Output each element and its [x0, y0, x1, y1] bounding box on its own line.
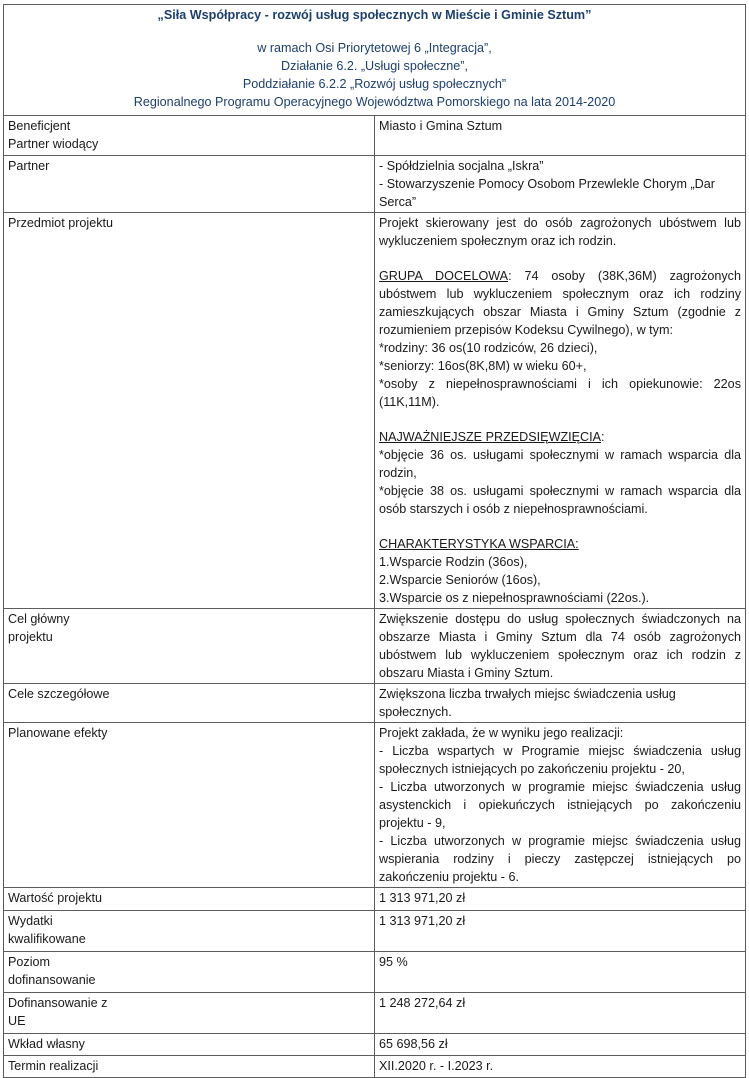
efekty-item: - Liczba utworzonych w programie miejsc świadczenia usług asystenckich i opiekuńczych istniejących po zakończeniu projektu - 9,	[379, 780, 741, 830]
grupa-docelowa-text: : 74 osoby (38K,36M) zagrożonych ubóstwem lub wykluczeniem społecznym oraz ich rodziny zamieszkujących obszar Miasta i Gminy Sztum (zgodnie z rozumieniem przepisów Kodeksu Cywilnego), w tym:	[379, 269, 741, 337]
value-wydatki: 1 313 971,20 zł	[375, 911, 746, 952]
partner-item: - Spółdzielnia socjalna „Iskra”	[379, 159, 544, 173]
row-partner	[4, 156, 746, 213]
row-beneficjent	[4, 116, 746, 156]
project-title: „Siła Współpracy - rozwój usług społecznych w Mieście i Gminie Sztum”	[157, 8, 592, 22]
row-wydatki	[4, 911, 746, 952]
przedsiewziecia-heading-line: NAJWAŻNIEJSZE PRZEDSIĘWZIĘCIA:	[379, 430, 605, 444]
grupa-docelowa-heading: GRUPA DOCELOWA	[379, 269, 509, 283]
value-beneficjent: Miasto i Gmina Sztum	[375, 116, 746, 156]
value-cel-glowny: Zwiększenie dostępu do usług społecznych świadczonych na obszarze Miasta i Gminy Sztum dla 74 osób zagrożonych ubóstwem lub wykluczeniem społecznym oraz ich rodzin z obszaru Miasta i Gminy Sztum.	[375, 609, 746, 684]
label-wklad: Wkład własny	[4, 1034, 375, 1056]
project-info-table	[3, 4, 746, 1078]
label-termin: Termin realizacji	[4, 1056, 375, 1078]
value-poziom: 95 %	[375, 952, 746, 993]
efekty-item: - Liczba wspartych w Programie miejsc świadczenia usług społecznych istniejących po zakończeniu projektu - 20,	[379, 744, 741, 776]
label-poziom: Poziom dofinansowanie	[4, 952, 375, 993]
grupa-docelowa-paragraph	[379, 267, 741, 339]
grupa-item: *osoby z niepełnosprawnościami i ich opiekunowie: 22os (11K,11M).	[379, 377, 741, 409]
label-przedmiot: Przedmiot projektu	[4, 213, 375, 609]
value-efekty	[375, 723, 746, 888]
partner-item: - Stowarzyszenie Pomocy Osobom Przewlekle Chorym „Dar Serca”	[379, 177, 715, 209]
row-cele-szczegolowe	[4, 684, 746, 723]
przedsiewziecia-item: *objęcie 36 os. usługami społecznymi w ramach wsparcia dla rodzin,	[379, 448, 741, 480]
charakterystyka-item: 3.Wsparcie os z niepełnosprawnościami (22os.).	[379, 591, 650, 605]
value-wartosc: 1 313 971,20 zł	[375, 888, 746, 911]
label-beneficjent: Beneficjent Partner wiodący	[4, 116, 375, 156]
charakterystyka-heading: CHARAKTERYSTYKA WSPARCIA:	[379, 537, 579, 551]
header-cell	[4, 5, 746, 116]
grupa-item: *rodziny: 36 os(10 rodziców, 26 dzieci),	[379, 341, 598, 355]
header-row	[4, 5, 746, 116]
label-dofinansowanie: Dofinansowanie z UE	[4, 993, 375, 1034]
header-line: w ramach Osi Priorytetowej 6 „Integracja”,	[257, 41, 492, 55]
header-line: Działanie 6.2. „Usługi społeczne”,	[281, 59, 468, 73]
row-cel-glowny	[4, 609, 746, 684]
przedsiewziecia-item: *objęcie 38 os. usługami społecznymi w ramach wsparcia dla osób starszych i osób z niepełnosprawnościami.	[379, 484, 741, 516]
value-wklad: 65 698,56 zł	[375, 1034, 746, 1056]
label-cele-szczegolowe: Cele szczegółowe	[4, 684, 375, 723]
row-dofinansowanie	[4, 993, 746, 1034]
header-line: Regionalnego Programu Operacyjnego Województwa Pomorskiego na lata 2014-2020	[133, 95, 616, 109]
label-wydatki: Wydatki kwalifikowane	[4, 911, 375, 952]
grupa-item: *seniorzy: 16os(8K,8M) w wieku 60+,	[379, 359, 587, 373]
value-partner	[375, 156, 746, 213]
row-wartosc	[4, 888, 746, 911]
label-cel-glowny: Cel główny projektu	[4, 609, 375, 684]
label-partner: Partner	[4, 156, 375, 213]
label-efekty: Planowane efekty	[4, 723, 375, 888]
row-przedmiot	[4, 213, 746, 609]
label-wartosc: Wartość projektu	[4, 888, 375, 911]
przedsiewziecia-heading: NAJWAŻNIEJSZE PRZEDSIĘWZIĘCIA	[379, 430, 602, 444]
charakterystyka-item: 2.Wsparcie Seniorów (16os),	[379, 573, 541, 587]
value-dofinansowanie: 1 248 272,64 zł	[375, 993, 746, 1034]
value-przedmiot	[375, 213, 746, 609]
value-cele-szczegolowe: Zwiększona liczba trwałych miejsc świadczenia usług społecznych.	[375, 684, 746, 723]
row-poziom	[4, 952, 746, 993]
efekty-item: - Liczba utworzonych w programie miejsc świadczenia usług wspierania rodziny i pieczy zastępczej istniejących po zakończeniu projektu - 6.	[379, 834, 741, 884]
header-line: Poddziałanie 6.2.2 „Rozwój usług społecznych”	[242, 77, 507, 91]
efekty-intro: Projekt zakłada, że w wyniku jego realizacji:	[379, 726, 624, 740]
value-termin: XII.2020 r. - I.2023 r.	[375, 1056, 746, 1078]
charakterystyka-item: 1.Wsparcie Rodzin (36os),	[379, 555, 528, 569]
row-efekty	[4, 723, 746, 888]
przedmiot-intro: Projekt skierowany jest do osób zagrożonych ubóstwem lub wykluczeniem społecznym oraz ich rodzin.	[379, 216, 741, 248]
row-termin	[4, 1056, 746, 1078]
row-wklad	[4, 1034, 746, 1056]
